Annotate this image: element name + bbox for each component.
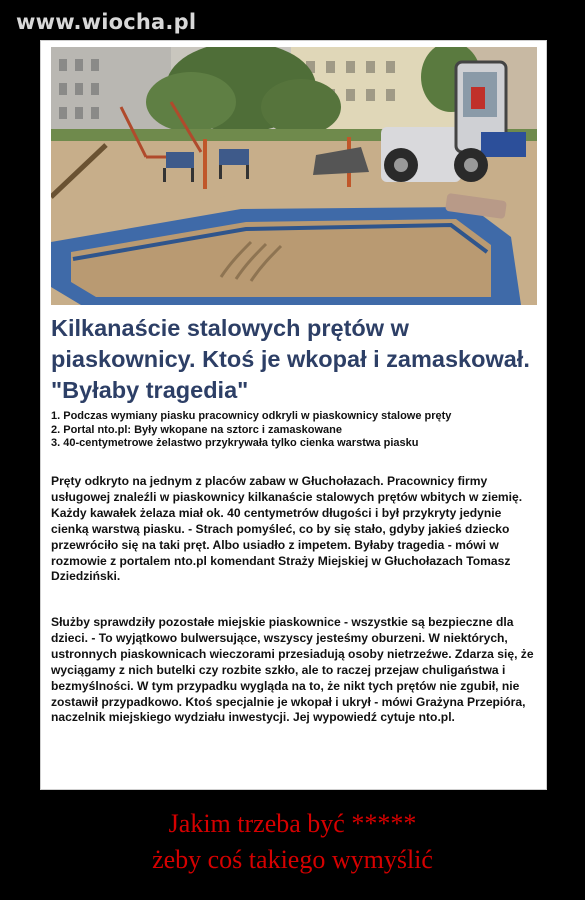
bullet-item: 2. Portal nto.pl: Były wkopane na sztorc i zamaskowane: [51, 423, 342, 436]
sandbox-photo-illustration: [51, 47, 537, 305]
bullet-item: 1. Podczas wymiany piasku pracownicy odkryli w piaskownicy stalowe pręty: [51, 410, 452, 422]
article-bullets: [51, 410, 539, 451]
article-headline: Kilkanaście stalowych prętów w piaskownicy. Ktoś je wkopał i zamaskował. "Byłaby tragedia": [51, 315, 530, 403]
article-frame: [40, 40, 547, 790]
caption-line-2: żeby coś takiego wymyślić: [152, 845, 433, 874]
article-paragraph-1: Pręty odkryto na jednym z placów zabaw w Głuchołazach. Pracownicy firmy usługowej znaleźli w piaskownicy kilkanaście stalowych prętów wbitych w ziemię. Każdy kawałek żelaza miał ok. 40 centymetrów długości i był przykryty jedynie cienką warstwą piasku. - Strach pomyśleć, co by się stało, gdyby jakieś dziecko przewróciło się na taki pręt. Albo usiadło z impetem. Byłaby tragedia - mówi w rozmowie z portalem nto.pl komendant Straży Miejskiej w Głuchołazach Tomasz Dziedziński.: [51, 474, 523, 584]
bullet-item: 3. 40-centymetrowe żelastwo przykrywała tylko cienka warstwa piasku: [51, 437, 419, 449]
article-paragraph-2: Służby sprawdziły pozostałe miejskie piaskownice - wszystkie są bezpieczne dla dzieci. - To wyjątkowo bulwersujące, wszyscy jesteśmy oburzeni. W niektórych, ustronnych piaskownicach wieczorami przesiadują osoby nietrzeźwe. Zdarza się, że wyciągamy z nich butelki czy rozbite szkło, ale to raczej przejaw chuligaństwa i bezmyślności. W tym przypadku wygląda na to, że nikt tych prętów nie zgubił, nie zostawił przypadkowo. Ktoś specjalnie je wkopał i ukrył - mówi Grażyna Przepióra, naczelnik miejskiego wydziału inwestycji. Jej wypowiedź cytuje nto.pl.: [51, 615, 534, 725]
site-logo: www.wiocha.pl: [16, 10, 197, 34]
article-photo: [51, 47, 537, 305]
caption-line-1: Jakim trzeba być *****: [168, 809, 417, 838]
